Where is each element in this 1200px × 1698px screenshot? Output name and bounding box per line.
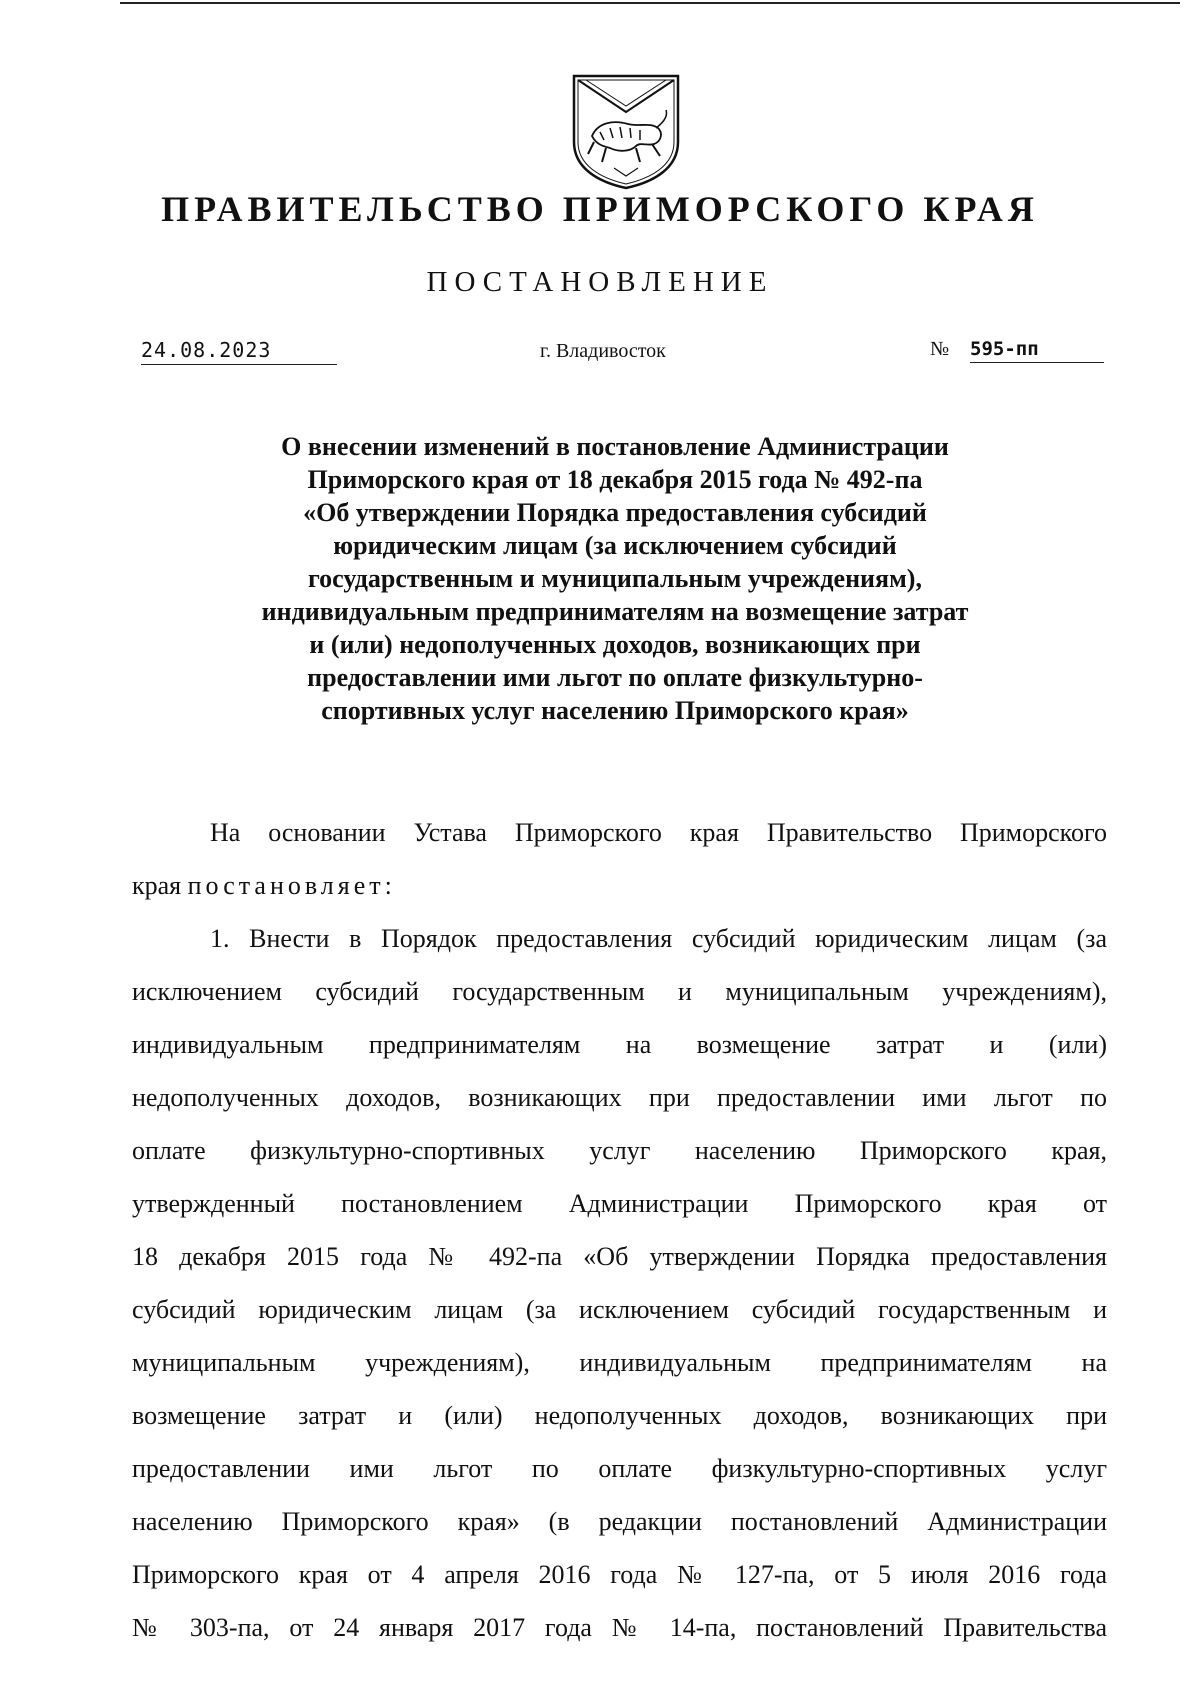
document-number xyxy=(930,338,1110,363)
body-line: индивидуальным предпринимателям на возмещение затрат и (или) xyxy=(132,1030,1107,1059)
body-line: Приморского края от 4 апреля 2016 года № 127-па, от 5 июля 2016 года xyxy=(132,1560,1107,1589)
body-line: исключением субсидий государственным и муниципальным учреждениям), xyxy=(132,977,1107,1006)
heading-line: и (или) недополученных доходов, возникающих при xyxy=(309,630,921,659)
number-sign: № xyxy=(930,338,950,360)
heading-line: «Об утверждении Порядка предоставления субсидий xyxy=(303,498,927,527)
body-line: возмещение затрат и (или) недополученных доходов, возникающих при xyxy=(132,1401,1107,1430)
scan-top-rule xyxy=(120,2,1180,4)
heading-line: государственным и муниципальным учреждениям), xyxy=(308,564,922,593)
body-line: муниципальным учреждениям), индивидуальным предпринимателям на xyxy=(132,1348,1107,1377)
document-date: 24.08.2023 xyxy=(141,338,337,365)
body-line: утвержденный постановлением Администрации Приморского края от xyxy=(132,1189,1107,1218)
heading-line: спортивных услуг населению Приморского края» xyxy=(321,696,909,725)
document-city: г. Владивосток xyxy=(540,340,666,362)
heading-line: юридическим лицам (за исключением субсидий xyxy=(333,531,897,560)
body-text: края xyxy=(132,871,188,900)
heading-line: О внесении изменений в постановление Администрации xyxy=(281,432,949,461)
document-body xyxy=(132,806,1107,1654)
resolve-word: постановляет: xyxy=(187,871,396,900)
heading-line: индивидуальным предпринимателям на возмещение затрат xyxy=(261,597,969,626)
document-heading xyxy=(220,430,1010,727)
heading-line: предоставлении ими льгот по оплате физкультурно- xyxy=(307,663,923,692)
body-line: На основании Устава Приморского края Правительство Приморского xyxy=(210,818,1107,847)
primorsky-krai-coat-of-arms-icon xyxy=(570,72,682,190)
body-line: населению Приморского края» (в редакции постановлений Администрации xyxy=(132,1507,1107,1536)
body-line: 18 декабря 2015 года № 492-па «Об утверждении Порядка предоставления xyxy=(132,1242,1107,1271)
heading-line: Приморского края от 18 декабря 2015 года № 492-па xyxy=(307,465,923,494)
body-line: предоставлении ими льгот по оплате физкультурно-спортивных услуг xyxy=(132,1454,1107,1483)
body-line: 1. Внести в Порядок предоставления субсидий юридическим лицам (за xyxy=(210,924,1107,953)
document-type: ПОСТАНОВЛЕНИЕ xyxy=(426,266,774,298)
body-line: недополученных доходов, возникающих при предоставлении ими льгот по xyxy=(132,1083,1107,1112)
number-value: 595-пп xyxy=(970,338,1104,363)
body-line: субсидий юридическим лицам (за исключением субсидий государственным и xyxy=(132,1295,1107,1324)
body-line: оплате физкультурно-спортивных услуг населению Приморского края, xyxy=(132,1136,1107,1165)
body-line: № 303-па, от 24 января 2017 года № 14-па, постановлений Правительства xyxy=(132,1613,1107,1642)
government-title: ПРАВИТЕЛЬСТВО ПРИМОРСКОГО КРАЯ xyxy=(161,189,1039,229)
body-line xyxy=(132,859,1107,912)
